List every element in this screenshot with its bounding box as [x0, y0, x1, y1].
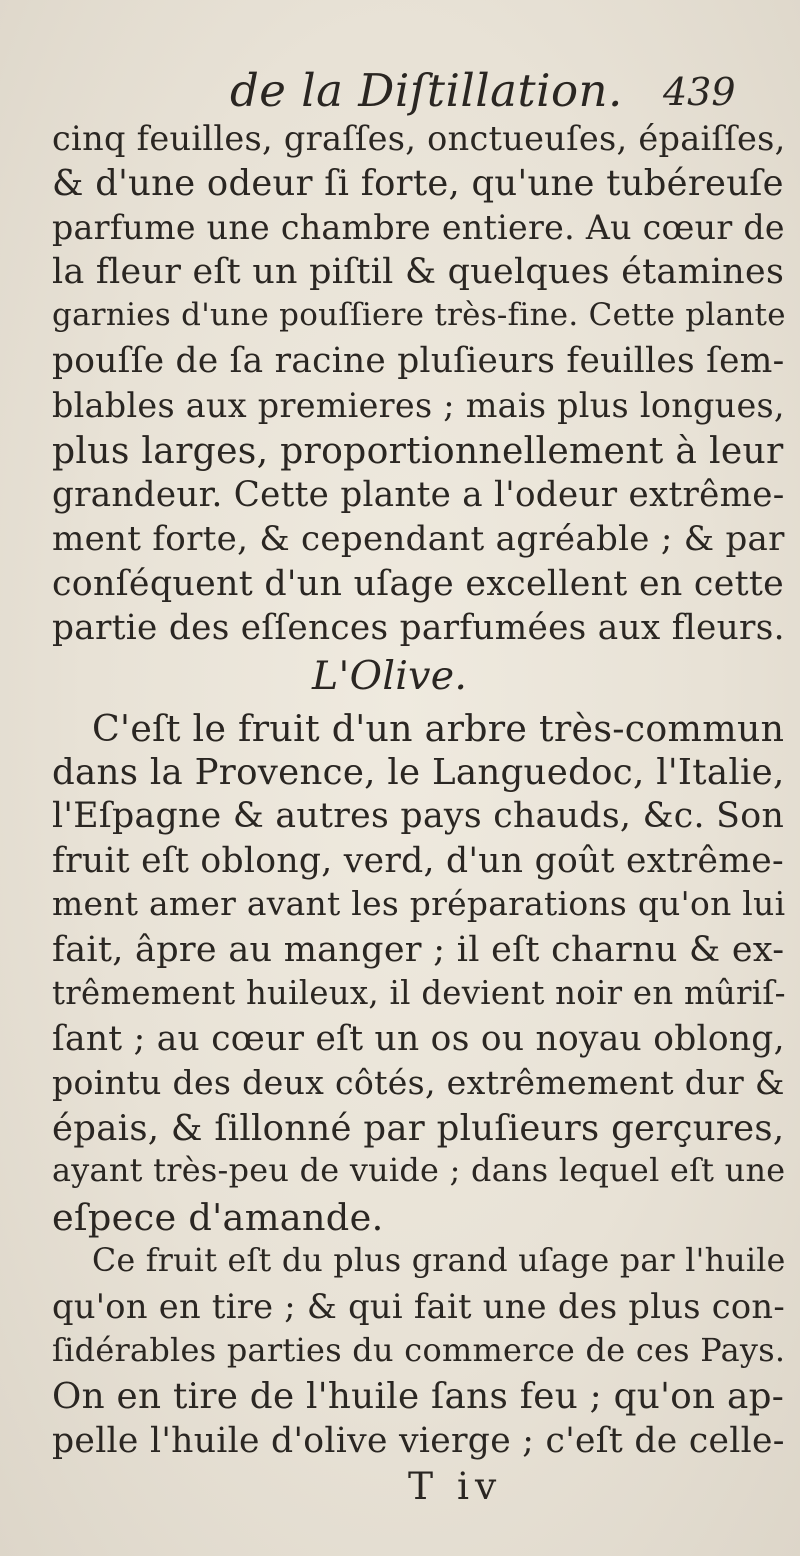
text-line: blables aux premieres ; mais plus longues,: [52, 385, 785, 425]
text-line: la fleur eſt un piſtil & quelques étamines: [52, 252, 785, 293]
text-line: dans la Provence, le Languedoc, l'Italie,: [52, 751, 785, 793]
text-line: C'eſt le fruit d'un arbre très-commun: [92, 706, 785, 750]
section-heading: L'Olive.: [312, 653, 468, 700]
text-line: ſant ; au cœur eſt un os ou noyau oblong,: [52, 1018, 785, 1059]
running-title: de la Diſtillation.: [230, 64, 623, 117]
text-line: Ce fruit eſt du plus grand uſage par l'huile: [92, 1242, 786, 1279]
text-line: & d'une odeur ſi forte, qu'une tubéreuſe: [52, 163, 784, 205]
text-line: pelle l'huile d'olive vierge ; c'eſt de celle-: [52, 1420, 785, 1461]
text-line: conſéquent d'un uſage excellent en cette: [52, 563, 785, 604]
text-line: On en tire de l'huile ſans feu ; qu'on ap-: [52, 1376, 785, 1418]
text-line: ment forte, & cependant agréable ; & par: [52, 519, 785, 560]
text-line: cinq feuilles, graſſes, onctueuſes, épaiſſes,: [52, 119, 786, 158]
text-line: grandeur. Cette plante a l'odeur extrême-: [52, 474, 785, 515]
page-number: 439: [663, 70, 736, 114]
text-line: garnies d'une pouſſiere très-fine. Cette plante: [52, 296, 786, 333]
page-header: [230, 64, 750, 124]
text-line: plus larges, proportionnellement à leur: [52, 429, 784, 473]
text-line: pointu des deux côtés, extrêmement dur &: [52, 1063, 785, 1103]
text-line: partie des eſſences parfumées aux fleurs.: [52, 607, 785, 648]
text-line: fruit eſt oblong, verd, d'un goût extrême-: [52, 840, 784, 881]
text-line: pouſſe de ſa racine pluſieurs feuilles ſem-: [52, 341, 785, 382]
text-line: l'Eſpagne & autres pays chauds, &c. Son: [52, 796, 785, 837]
text-line: eſpece d'amande.: [52, 1195, 384, 1239]
text-line: qu'on en tire ; & qui fait une des plus con-: [52, 1287, 785, 1327]
text-line: fait, âpre au manger ; il eſt charnu & ex-: [52, 929, 785, 970]
signature-mark: T iv: [408, 1464, 503, 1508]
text-line: trêmement huileux, il devient noir en mûriſ-: [52, 974, 786, 1013]
text-line: ſidérables parties du commerce de ces Pays.: [52, 1330, 786, 1369]
text-line: ment amer avant les préparations qu'on lui: [52, 884, 786, 924]
text-line: épais, & ſillonné par pluſieurs gerçures,: [52, 1107, 785, 1149]
text-line: ayant très-peu de vuide ; dans lequel eſt une: [52, 1151, 786, 1190]
text-line: parfume une chambre entiere. Au cœur de: [52, 207, 785, 247]
